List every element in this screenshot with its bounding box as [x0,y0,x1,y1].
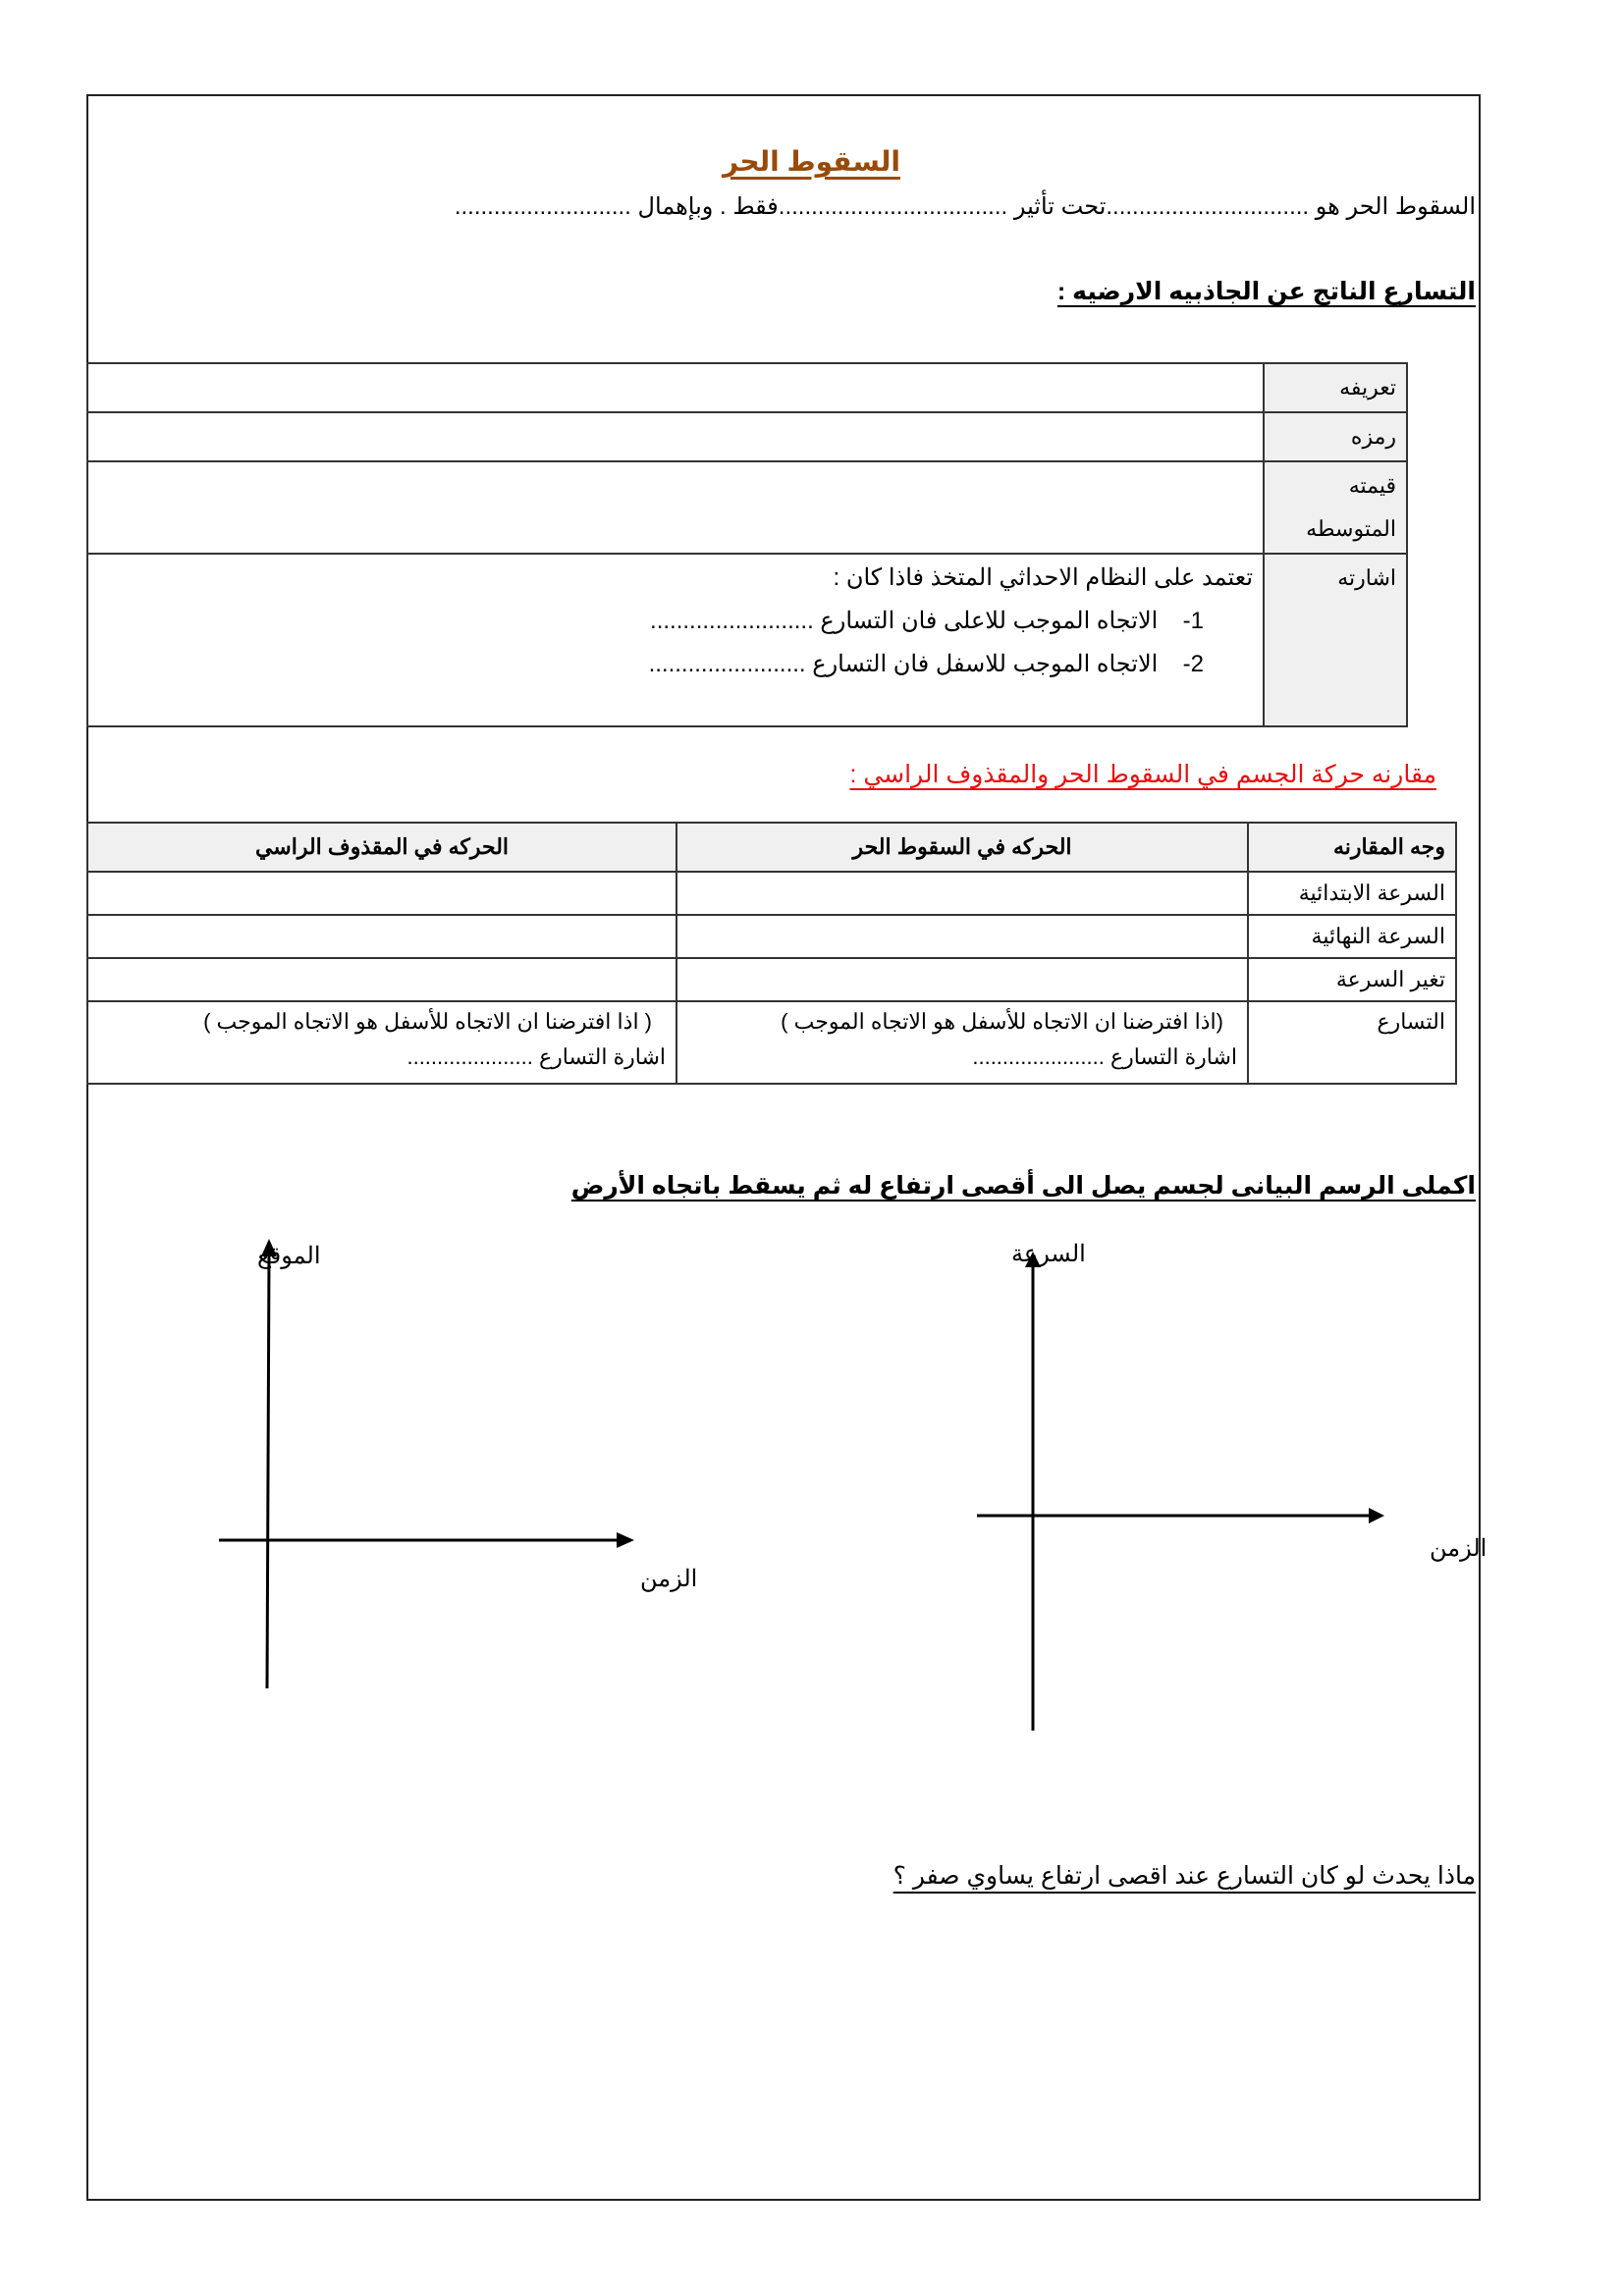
sign-item-1-text: الاتجاه الموجب للاعلى فان التسارع ......................... [650,608,1159,634]
projectile-acceleration-assumption: ( اذا افترضنا ان الاتجاه للأسفل هو الاتجاه الموجب ) [203,1009,652,1034]
aspect-acceleration: التسارع [1248,1001,1456,1084]
free-fall-acceleration-assumption: (اذا افترضنا ان الاتجاه للأسفل هو الاتجاه الموجب ) [781,1009,1223,1034]
label-symbol: رمزه [1264,412,1407,461]
header-vertical-projectile: الحركه في المقذوف الراسي [87,823,676,872]
header-aspect: وجه المقارنه [1248,823,1456,872]
comparison-heading: مقارنه حركة الجسم في السقوط الحر والمقذوف الراسي : [849,761,1436,788]
projectile-acceleration-sign: اشارة التسارع ..................... [406,1044,666,1069]
label-definition: تعريفه [1264,363,1407,412]
graph-instruction-heading: اكملى الرسم البيانى لجسم يصل الى أقصى ارتفاع له ثم يسقط باتجاه الأرض [570,1172,1476,1200]
position-time-graph[interactable] [219,1239,697,1688]
label-sign: اشارته [1264,554,1407,726]
velocity-y-axis-label: السرعة [1011,1241,1086,1267]
position-x-axis-arrow-icon [617,1532,634,1548]
header-free-fall: الحركه في السقوط الحر [676,823,1248,872]
sign-item-2-number: 2- [1182,651,1204,677]
velocity-x-axis-arrow-icon [1369,1508,1384,1523]
gravity-acceleration-heading: التسارع الناتج عن الجاذبيه الارضيه : [1056,278,1476,305]
aspect-final-speed: السرعة النهائية [1248,915,1456,958]
aspect-speed-change: تغير السرعة [1248,958,1456,1001]
aspect-initial-speed: السرعة الابتدائية [1248,872,1456,915]
sign-intro: تعتمد على النظام الاحداثي المتخذ فاذا كان : [833,564,1253,591]
sign-item-1-number: 1- [1182,608,1204,634]
position-x-axis-label: الزمن [640,1566,698,1592]
position-y-axis-label: الموقع [257,1243,321,1269]
velocity-time-graph[interactable] [977,1241,1487,1731]
page-title: السقوط الحر [723,146,900,177]
position-y-axis [267,1255,269,1688]
intro-fill-in-sentence: السقوط الحر هو ...............................تحت تأثير ...................................فقط . وبإهمال ........................... [454,193,1476,220]
question-zero-acceleration: ماذا يحدث لو كان التسارع عند اقصى ارتفاع يساوي صفر ؟ [893,1862,1476,1890]
label-average-value-line2: المتوسطه [1306,516,1396,541]
free-fall-acceleration-sign: اشارة التسارع ...................... [972,1044,1237,1069]
velocity-x-axis-label: الزمن [1430,1535,1488,1562]
sign-item-2-text: الاتجاه الموجب للاسفل فان التسارع ........................ [648,651,1159,677]
label-average-value-line1: قيمته [1348,473,1396,498]
